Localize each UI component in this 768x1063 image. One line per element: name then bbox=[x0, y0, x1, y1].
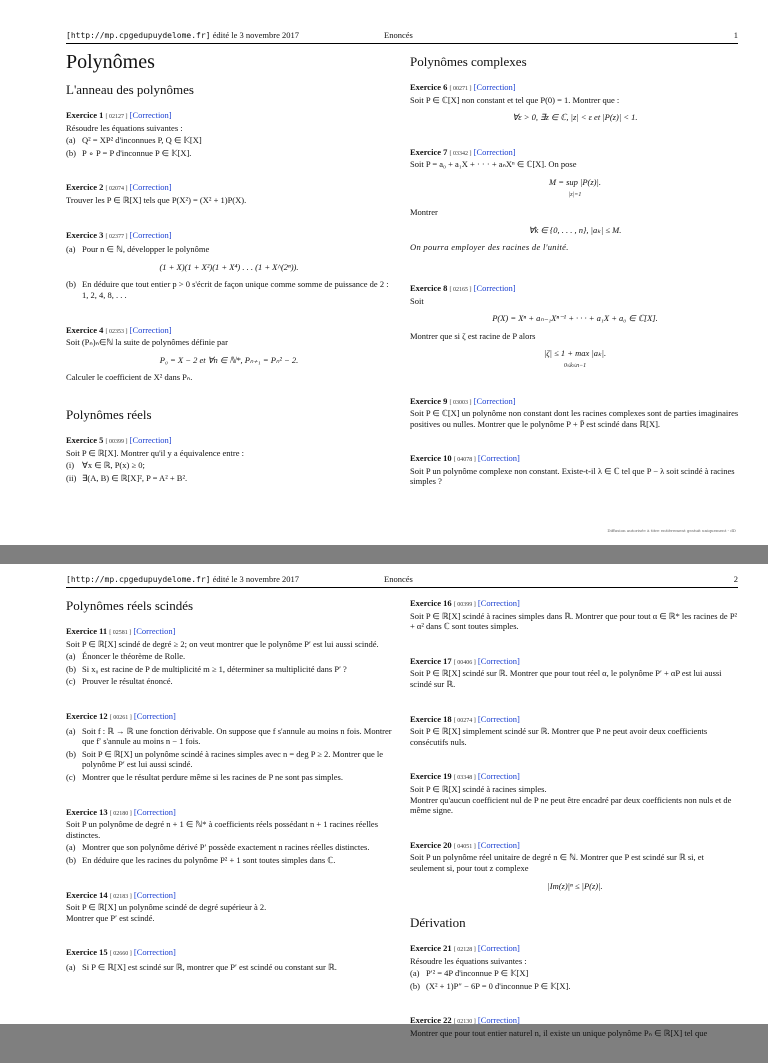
list-item: (a) Q² = XP² d'inconnues P, Q ∈ 𝕂[X] bbox=[66, 135, 202, 146]
exercise-17 bbox=[410, 656, 740, 690]
exercise-label: Exercice 22 bbox=[410, 1015, 452, 1026]
correction-link[interactable]: [Correction] bbox=[133, 806, 176, 817]
exercise-text: Soit P un polynôme complexe non constant. Existe-t-il λ ∈ ℂ tel que P − λ soit scindé à racines simples ? bbox=[410, 465, 735, 487]
display-formula: M = sup |P(z)|. |z|=1 bbox=[549, 176, 601, 198]
header-url[interactable]: [http://mp.cpgedupuydelome.fr] bbox=[66, 575, 211, 584]
exercise-ref: [ 00399 ] bbox=[453, 602, 476, 608]
exercise-16 bbox=[410, 598, 740, 632]
exercise-text: Soit P = a₀ + a₁X + · · · + aₙXⁿ ∈ ℂ[X]. On pose bbox=[410, 159, 577, 170]
exercise-text: Trouver les P ∈ ℝ[X] tels que P(X²) = (X² + 1)P(X). bbox=[66, 194, 247, 205]
page-footer: Diffusion autorisée à titre entièrement gratuit uniquement - dD bbox=[607, 528, 736, 533]
list-item: (c) Montrer que le résultat perdure même si les racines de P ne sont pas simples. bbox=[66, 771, 343, 782]
exercise-label: Exercice 13 bbox=[66, 806, 108, 817]
page-number: 2 bbox=[733, 574, 738, 584]
header-edited: édité le 3 novembre 2017 bbox=[210, 574, 300, 584]
correction-link[interactable]: [Correction] bbox=[477, 713, 520, 724]
exercise-ref: [ 02130 ] bbox=[453, 1019, 476, 1026]
correction-link[interactable]: [Correction] bbox=[129, 182, 172, 193]
correction-link[interactable]: [Correction] bbox=[133, 947, 176, 958]
exercise-ref: [ 03003 ] bbox=[449, 399, 472, 406]
exercise-ref: [ 04078 ] bbox=[453, 457, 476, 464]
section-heading: Polynômes réels scindés bbox=[66, 598, 194, 613]
exercise-label: Exercice 5 bbox=[66, 434, 104, 445]
exercise-label: Exercice 21 bbox=[410, 943, 452, 954]
exercise-label: Exercice 20 bbox=[410, 839, 452, 850]
page-header bbox=[66, 574, 738, 586]
list-item: (i) ∀x ∈ ℝ, P(x) ≥ 0; bbox=[66, 460, 145, 471]
correction-link[interactable]: [Correction] bbox=[477, 598, 520, 608]
correction-link[interactable]: [Correction] bbox=[129, 110, 172, 120]
exercise-text: Soit P ∈ ℝ[X] scindé à racines simples. bbox=[410, 783, 547, 794]
exercise-ref: [ 00406 ] bbox=[453, 659, 476, 666]
correction-link[interactable]: [Correction] bbox=[473, 146, 516, 157]
exercise-13 bbox=[66, 807, 392, 866]
list-item: (b) Si x₀ est racine de P de multiplicité m ≥ 1, déterminer sa multiplicité dans P′ ? bbox=[66, 663, 347, 674]
exercise-9 bbox=[410, 396, 740, 430]
exercise-label: Exercice 9 bbox=[410, 395, 448, 406]
page-2 bbox=[0, 564, 768, 1039]
correction-link[interactable]: [Correction] bbox=[133, 626, 176, 636]
list-item: (a) Énoncer le théorème de Rolle. bbox=[66, 651, 186, 662]
header-section: Enoncés bbox=[384, 30, 413, 40]
header-url[interactable]: [http://mp.cpgedupuydelome.fr] bbox=[66, 31, 211, 40]
left-column bbox=[66, 50, 392, 507]
header-edited: édité le 3 novembre 2017 bbox=[210, 30, 300, 40]
exercise-text: Soit P ∈ ℂ[X] un polynôme non constant dont les racines complexes sont de parties imaginaires positives ou nulles. Montrer que le polynôme P + P̄ est scindé dans ℝ[X]. bbox=[410, 408, 739, 429]
exercise-14 bbox=[66, 890, 392, 924]
correction-link[interactable]: [Correction] bbox=[473, 395, 516, 406]
exercise-6 bbox=[410, 82, 740, 123]
list-item: (ii) ∃(A, B) ∈ ℝ[X]², P = A² + B². bbox=[66, 472, 188, 483]
left-column bbox=[66, 598, 392, 996]
exercise-label: Exercice 8 bbox=[410, 282, 448, 293]
exercise-text: Montrer que P′ est scindé. bbox=[66, 912, 155, 923]
correction-link[interactable]: [Correction] bbox=[477, 943, 520, 954]
exercise-label: Exercice 17 bbox=[410, 655, 452, 666]
right-column bbox=[410, 598, 740, 1063]
exercise-ref: [ 02581 ] bbox=[109, 630, 132, 636]
list-item: (a) Soit f : ℝ → ℝ une fonction dérivable. On suppose que f s'annule au moins n fois. Montrer que f′ s'annule au moins n − 1 fois. bbox=[66, 725, 392, 747]
exercise-ref: [ 00399 ] bbox=[105, 438, 128, 445]
exercise-label: Exercice 19 bbox=[410, 771, 452, 782]
exercise-18 bbox=[410, 714, 740, 748]
display-formula: P₀ = X − 2 et ∀n ∈ ℕ*, Pₙ₊₁ = Pₙ² − 2. bbox=[159, 354, 299, 365]
exercise-label: Exercice 16 bbox=[410, 598, 452, 608]
exercise-label: Exercice 6 bbox=[410, 82, 448, 92]
exercise-ref: [ 02128 ] bbox=[453, 947, 476, 954]
exercise-label: Exercice 10 bbox=[410, 453, 452, 464]
exercise-ref: [ 02165 ] bbox=[449, 286, 472, 293]
header-rule bbox=[66, 43, 738, 44]
exercise-4 bbox=[66, 325, 392, 383]
exercise-text: Résoudre les équations suivantes : bbox=[410, 955, 527, 966]
correction-link[interactable]: [Correction] bbox=[477, 655, 520, 666]
list-item: (c) Prouver le résultat énoncé. bbox=[66, 676, 173, 687]
exercise-text: Soit P ∈ ℂ[X] non constant et tel que P(0) = 1. Montrer que : bbox=[410, 94, 620, 105]
exercise-label: Exercice 12 bbox=[66, 710, 108, 721]
exercise-label: Exercice 11 bbox=[66, 626, 108, 636]
exercise-label: Exercice 18 bbox=[410, 713, 452, 724]
exercise-text: Soit bbox=[410, 295, 424, 306]
section-heading: Polynômes complexes bbox=[410, 54, 527, 69]
exercise-5 bbox=[66, 435, 392, 483]
header-section: Enoncés bbox=[384, 574, 413, 584]
list-item: (a) P′² = 4P d'inconnue P ∈ 𝕂[X] bbox=[410, 968, 529, 979]
exercise-ref: [ 02377 ] bbox=[105, 233, 128, 240]
list-item: (b) P ∘ P = P d'inconnue P ∈ 𝕂[X]. bbox=[66, 147, 192, 158]
exercise-label: Exercice 7 bbox=[410, 146, 448, 157]
correction-link[interactable]: [Correction] bbox=[477, 453, 520, 464]
exercise-ref: [ 04051 ] bbox=[453, 843, 476, 850]
display-formula: ∀k ∈ {0, . . . , n}, |aₖ| ≤ M. bbox=[528, 224, 622, 235]
section-heading: Dérivation bbox=[410, 915, 466, 931]
exercise-label: Exercice 3 bbox=[66, 229, 104, 240]
exercise-label: Exercice 14 bbox=[66, 889, 108, 900]
correction-link[interactable]: [Correction] bbox=[129, 324, 172, 335]
correction-link[interactable]: [Correction] bbox=[129, 434, 172, 445]
exercise-label: Exercice 15 bbox=[66, 947, 108, 958]
correction-link[interactable]: [Correction] bbox=[477, 839, 520, 850]
right-column bbox=[410, 54, 740, 511]
exercise-text: Soit P ∈ ℝ[X] scindé de degré ≥ 2; on veut montrer que le polynôme P′ est lui aussi scindé. bbox=[66, 638, 379, 649]
exercise-ref: [ 02180 ] bbox=[109, 810, 132, 817]
display-formula: (1 + X)(1 + X²)(1 + X⁴) . . . (1 + X^(2ⁿ)). bbox=[159, 261, 299, 272]
correction-link[interactable]: [Correction] bbox=[133, 889, 176, 900]
page-title: Polynômes bbox=[66, 51, 155, 73]
exercise-text: Soit P ∈ ℝ[X]. Montrer qu'il y a équivalence entre : bbox=[66, 447, 244, 458]
correction-link[interactable]: [Correction] bbox=[477, 1015, 520, 1026]
display-formula: ∀ε > 0, ∃z ∈ ℂ, |z| < ε et |P(z)| < 1. bbox=[512, 112, 638, 123]
list-item: (b) En déduire que tout entier p > 0 s'écrit de façon unique comme somme de puissance de 2 : 1, 2, 4, 8, . . . bbox=[66, 279, 389, 300]
exercise-label: Exercice 1 bbox=[66, 110, 104, 120]
correction-link[interactable]: [Correction] bbox=[473, 82, 516, 92]
exercise-text: Soit P ∈ ℝ[X] scindé sur ℝ. Montrer que pour tout réel α, le polynôme P′ + αP est lui aussi scindé sur ℝ. bbox=[410, 668, 722, 689]
display-formula: P(X) = Xⁿ + aₙ₋₁Xⁿ⁻¹ + · · · + a₁X + a₀ ∈ ℂ[X]. bbox=[492, 313, 658, 324]
correction-link[interactable]: [Correction] bbox=[473, 282, 516, 293]
exercise-text: Montrer bbox=[410, 207, 438, 218]
exercise-8 bbox=[410, 283, 740, 372]
exercise-ref: [ 00274 ] bbox=[453, 717, 476, 724]
exercise-text: Soit P un polynôme réel unitaire de degré n ∈ ℕ. Montrer que P est scindé sur ℝ si, et seulement si, pour tout z complexe bbox=[410, 852, 704, 873]
exercise-ref: [ 03342 ] bbox=[449, 150, 472, 157]
exercise-label: Exercice 2 bbox=[66, 182, 104, 193]
exercise-ref: [ 02127 ] bbox=[105, 114, 128, 120]
exercise-20 bbox=[410, 840, 740, 891]
list-item: (b) Soit P ∈ ℝ[X] un polynôme scindé à racines simples avec n = deg P ≥ 2. Montrer que le polynôme P′ est lui aussi scindé. bbox=[66, 748, 384, 770]
correction-link[interactable]: [Correction] bbox=[477, 771, 520, 782]
list-item: (a) Si P ∈ ℝ[X] est scindé sur ℝ, montrer que P′ est scindé ou constant sur ℝ. bbox=[66, 961, 337, 972]
display-formula: |ζ| ≤ 1 + max |aₖ|. 0≤k≤n−1 bbox=[543, 348, 607, 369]
correction-link[interactable]: [Correction] bbox=[133, 710, 176, 721]
exercise-22 bbox=[410, 1015, 740, 1038]
exercise-label: Exercice 4 bbox=[66, 324, 104, 335]
exercise-text: Soit P un polynôme de degré n + 1 ∈ ℕ* à coefficients réels possédant n + 1 racines réelles distinctes. bbox=[66, 819, 379, 840]
exercise-text: Soit P ∈ ℝ[X] scindé à racines simples dans ℝ. Montrer que pour tout α ∈ ℝ* les racines de P² + α² dans ℂ sont toutes simples. bbox=[410, 610, 738, 632]
exercise-2 bbox=[66, 182, 392, 205]
exercise-text: Calculer le coefficient de X² dans Pₙ. bbox=[66, 372, 193, 383]
exercise-ref: [ 02353 ] bbox=[105, 328, 128, 335]
exercise-ref: [ 00261 ] bbox=[109, 714, 132, 721]
hint-note: On pourra employer des racines de l'unité. bbox=[410, 242, 569, 253]
exercise-11 bbox=[66, 626, 392, 687]
display-formula: |Im(z)|ⁿ ≤ |P(z)|. bbox=[547, 880, 603, 891]
exercise-3 bbox=[66, 230, 392, 301]
exercise-text: Montrer que pour tout entier naturel n, il existe un unique polynôme Pₙ ∈ ℝ[X] tel que bbox=[410, 1028, 708, 1039]
exercise-7 bbox=[410, 147, 740, 253]
section-heading: Polynômes réels bbox=[66, 406, 152, 422]
exercise-12 bbox=[66, 711, 392, 783]
exercise-21 bbox=[410, 943, 740, 991]
exercise-text: Soit P ∈ ℝ[X] simplement scindé sur ℝ. Montrer que P ne peut avoir deux coefficients consécutifs nuls. bbox=[410, 726, 708, 747]
exercise-text: Montrer que si ζ est racine de P alors bbox=[410, 330, 536, 341]
exercise-19 bbox=[410, 771, 740, 815]
correction-link[interactable]: [Correction] bbox=[129, 229, 172, 240]
exercise-ref: [ 03348 ] bbox=[453, 775, 476, 782]
header-rule bbox=[66, 587, 738, 588]
list-item: (b) (X² + 1)P″ − 6P = 0 d'inconnue P ∈ 𝕂[X]. bbox=[410, 980, 571, 991]
exercise-1 bbox=[66, 110, 392, 158]
exercise-ref: [ 02074 ] bbox=[105, 186, 128, 193]
exercise-ref: [ 02660 ] bbox=[109, 951, 132, 958]
list-item: (a) Pour n ∈ ℕ, développer le polynôme bbox=[66, 244, 210, 255]
list-item: (b) En déduire que les racines du polynôme P² + 1 sont toutes simples dans ℂ. bbox=[66, 854, 336, 865]
exercise-text: Résoudre les équations suivantes : bbox=[66, 122, 183, 133]
exercise-15 bbox=[66, 947, 392, 972]
exercise-10 bbox=[410, 453, 740, 487]
page-number: 1 bbox=[733, 30, 738, 40]
exercise-text: Montrer qu'aucun coefficient nul de P ne peut être encadré par deux coefficients non nuls et de même signe. bbox=[410, 794, 732, 816]
list-item: (a) Montrer que son polynôme dérivé P′ possède exactement n racines réelles distinctes. bbox=[66, 842, 370, 853]
exercise-ref: [ 00271 ] bbox=[449, 86, 472, 92]
exercise-text: Soit (Pₙ)ₙ∈ℕ la suite de polynômes définie par bbox=[66, 337, 228, 348]
section-heading: L'anneau des polynômes bbox=[66, 82, 194, 97]
page-header bbox=[66, 30, 738, 42]
exercise-text: Soit P ∈ ℝ[X] un polynôme scindé de degré supérieur à 2. bbox=[66, 902, 267, 913]
exercise-ref: [ 02183 ] bbox=[109, 893, 132, 900]
